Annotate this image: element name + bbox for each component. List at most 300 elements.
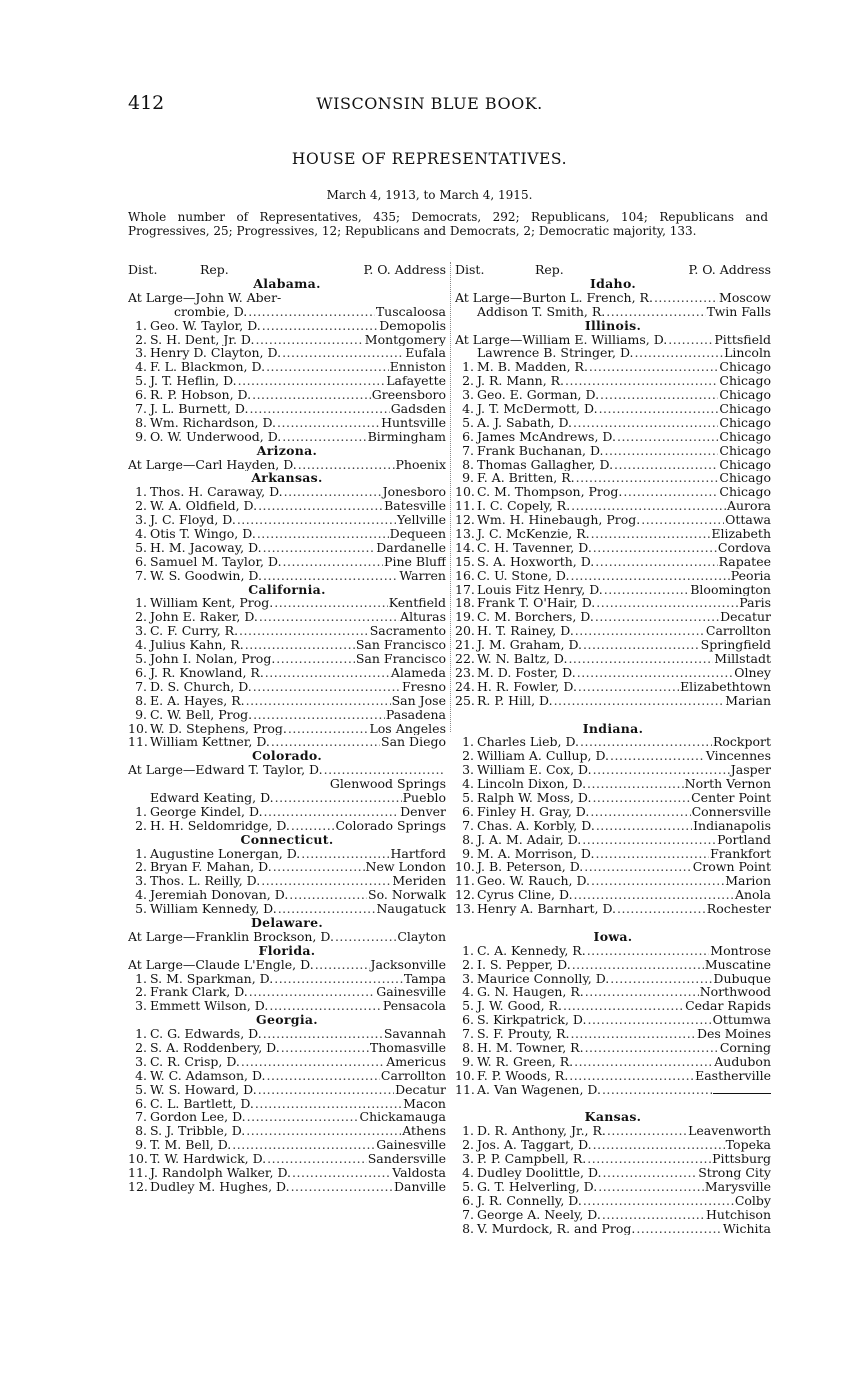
post-office-address: Elizabeth (711, 527, 771, 541)
representative-row (455, 638, 771, 652)
post-office-address: Montgomery (364, 332, 446, 347)
leader-dots (554, 694, 725, 708)
representative-name: P. P. Campbell, R. (477, 1152, 587, 1166)
post-office-address: Pine Bluff (384, 554, 446, 569)
page-number: 412 (128, 92, 165, 114)
leader-dots (605, 444, 719, 458)
representative-name: E. A. Hayes, R. (150, 693, 245, 708)
post-office-address: Alameda (390, 665, 446, 680)
left-column (128, 262, 446, 1194)
representative-name: M. D. Foster, D. (477, 665, 576, 680)
representative-name: William A. Cullup, D. (477, 749, 610, 764)
representative-name: C. U. Stone, D. (477, 568, 570, 583)
post-office-address: Fresno (401, 679, 446, 694)
representative-row (128, 555, 446, 569)
representative-row (128, 763, 446, 777)
post-office-address: Millstadt (714, 652, 771, 666)
representative-name: Lincoln Dixon, D. (477, 777, 587, 791)
post-office-address: Chicago (719, 415, 771, 430)
post-office-address: Marian (725, 693, 771, 708)
leader-dots (591, 527, 711, 541)
district-number: 4. (135, 527, 147, 541)
representative-name: C. M. Thompson, Prog. (477, 485, 623, 500)
post-office-address: Los Angeles (369, 721, 446, 736)
representative-name: C. F. Curry, R. (150, 624, 239, 639)
representative-row (128, 1166, 446, 1180)
post-office-address: Birmingham (367, 429, 446, 444)
district-number: 9. (135, 707, 147, 722)
leader-dots (577, 666, 734, 680)
leader-dots (238, 374, 386, 388)
district-number: 7. (462, 818, 474, 833)
post-office-address: Chicago (719, 457, 771, 472)
representative-name: R. P. Hill, D. (477, 693, 553, 708)
representative-name: H. T. Rainey, D. (477, 624, 574, 639)
district-number: 10. (455, 1068, 475, 1083)
district-number: 8. (135, 415, 147, 430)
district-number: 2. (462, 374, 474, 389)
representative-name: S. A. Roddenbery, D. (150, 1040, 280, 1055)
leader-dots (245, 638, 355, 652)
post-office-address: Des Moines (697, 1027, 771, 1041)
district-number: 3. (462, 763, 474, 778)
post-office-address: Chicago (719, 360, 771, 375)
leader-dots (614, 458, 718, 472)
post-office-address: Pasadena (385, 707, 446, 722)
district-number: 2. (135, 860, 147, 875)
post-office-address: Pueblo (402, 790, 446, 805)
representative-name: W. C. Adamson, D. (150, 1068, 266, 1083)
leader-dots (592, 791, 690, 805)
rep-header: Rep. (200, 262, 229, 277)
representative-row (455, 1055, 771, 1069)
representative-row (455, 402, 771, 416)
district-number: 2. (462, 957, 474, 972)
leader-dots (606, 305, 705, 319)
representative-name: James McAndrews, D. (477, 429, 616, 444)
post-office-address: Gainesville (376, 1138, 446, 1153)
representative-name: J. C. Floyd, D. (150, 513, 236, 528)
representative-row (128, 958, 446, 972)
representative-name: J. T. Heflin, D. (150, 374, 237, 389)
district-number: 8. (462, 457, 474, 472)
column-divider (450, 262, 451, 732)
representative-name: O. W. Underwood, D. (150, 429, 282, 444)
district-number: 1. (135, 318, 147, 333)
post-office-address: Montrose (710, 943, 771, 958)
leader-dots (565, 374, 718, 388)
district-number: 7. (462, 1027, 474, 1041)
district-number: 12. (455, 888, 475, 903)
leader-dots (273, 860, 365, 874)
post-office-address: Demopolis (379, 318, 446, 333)
leader-dots (264, 805, 400, 819)
representative-row (128, 735, 446, 749)
post-office-address: Chicago (719, 485, 771, 500)
post-office-address: Ottawa (725, 513, 771, 528)
representative-name: J. Randolph Walker, D. (150, 1166, 292, 1180)
state-heading: Florida. (258, 942, 316, 958)
leader-dots (584, 860, 691, 874)
representative-name: T. M. Bell, D. (150, 1138, 232, 1153)
post-office-address: Jasper (730, 763, 771, 778)
representative-name: Finley H. Gray, D. (477, 804, 590, 819)
representative-row (455, 972, 771, 986)
district-number: 9. (462, 471, 474, 486)
representative-name: Ralph W. Moss, D. (477, 790, 592, 805)
leader-dots (573, 416, 718, 430)
representative-row (128, 513, 446, 527)
leader-dots (668, 333, 713, 347)
district-number: 7. (135, 568, 147, 583)
representative-name: Lawrence B. Stringer, D. (477, 346, 634, 361)
representative-name: J. T. McDermott, D. (477, 402, 598, 416)
district-number: 6. (462, 1013, 474, 1028)
representative-name: I. S. Pepper, D. (477, 957, 571, 972)
leader-dots (248, 305, 375, 319)
post-office-address: Pensacola (382, 999, 446, 1014)
district-number: 1. (135, 971, 147, 986)
representative-row (128, 1055, 446, 1069)
representative-name: C. R. Crisp, D. (150, 1054, 240, 1069)
district-number: 10. (128, 721, 148, 736)
representative-name: S. Kirkpatrick, D. (477, 1013, 587, 1028)
post-office-address: Hartford (390, 846, 446, 861)
representative-row (128, 569, 446, 583)
leader-dots (282, 430, 366, 444)
district-number: 5. (135, 902, 147, 916)
district-number: 2. (462, 1138, 474, 1153)
post-office-address: Muscatine (704, 957, 771, 972)
state-heading: Illinois. (584, 317, 642, 333)
representative-row (455, 1166, 771, 1180)
running-head: WISCONSIN BLUE BOOK. (316, 94, 543, 113)
post-office-address: Decatur (720, 610, 771, 625)
representative-row (128, 402, 446, 416)
post-office-address: Yellville (396, 513, 446, 528)
representative-name: S. H. Dent, Jr. D. (150, 332, 255, 347)
leader-dots (585, 985, 699, 999)
representative-name: Frank Clark, D. (150, 985, 248, 1000)
representative-row (455, 833, 771, 847)
post-office-address: Huntsville (381, 415, 446, 430)
representative-row (455, 763, 771, 777)
right-column (455, 262, 771, 1235)
representative-row (128, 499, 446, 513)
representative-row (455, 847, 771, 861)
dist-header: Dist. (455, 262, 485, 277)
representative-name: W. R. Green, R. (477, 1054, 574, 1069)
district-number: 6. (135, 665, 147, 680)
representative-row (455, 860, 771, 874)
representative-name: Henry D. Clayton, D. (150, 346, 282, 361)
representative-name: Addison T. Smith, R. (477, 304, 606, 319)
district-number: 3. (135, 999, 147, 1014)
representative-name: G. N. Haugen, R. (477, 985, 584, 1000)
post-office-address: Danville (394, 1179, 446, 1194)
leader-dots (590, 805, 690, 819)
representative-row (455, 430, 771, 444)
post-office-address: Athens (402, 1124, 446, 1139)
post-office-address: Gainesville (376, 985, 446, 1000)
post-office-address: Chicago (719, 471, 771, 486)
representative-name: Maurice Connolly, D. (477, 971, 610, 986)
at-large-label: At Large—Franklin Brockson, D. (128, 929, 334, 944)
district-number: 1. (135, 1027, 147, 1041)
post-office-address: Wichita (722, 1221, 771, 1236)
district-number: 14. (455, 540, 475, 555)
representative-row (128, 680, 446, 694)
leader-dots (583, 638, 700, 652)
representative-name: J. B. Peterson, D. (477, 860, 584, 875)
state-heading: Colorado. (252, 748, 322, 764)
representative-row (455, 569, 771, 583)
representative-name: G. T. Helverling, D. (477, 1179, 598, 1194)
post-office-address: Carrollton (705, 624, 771, 639)
district-number: 6. (462, 1193, 474, 1208)
representative-name: W. N. Baltz, D. (477, 652, 568, 666)
representative-row (128, 624, 446, 638)
district-number: 8. (462, 1221, 474, 1236)
district-number: 25. (455, 693, 475, 708)
representative-row (128, 1027, 446, 1041)
dist-header: Dist. (128, 262, 158, 277)
representative-row (128, 652, 446, 666)
leader-dots (593, 1138, 725, 1152)
leader-dots (301, 847, 389, 861)
representative-name: John I. Nolan, Prog. (150, 652, 276, 666)
representative-name: Bryan F. Mahan, D. (150, 860, 272, 875)
post-office-address: Glenwood Springs (329, 777, 446, 791)
district-number: 9. (462, 846, 474, 861)
district-number: 3. (135, 1054, 147, 1069)
leader-dots (289, 888, 367, 902)
leader-dots (574, 888, 734, 902)
right-state-list (455, 277, 771, 1235)
representative-name: crombie, D. (174, 304, 248, 319)
column-headers (455, 262, 771, 277)
representative-name: John E. Raker, D. (150, 610, 258, 625)
representative-row (455, 694, 771, 708)
representative-row (455, 652, 771, 666)
district-number: 8. (462, 832, 474, 847)
representative-row (455, 513, 771, 527)
post-office-address: Ottumwa (712, 1013, 771, 1028)
post-office-address: Tampa (403, 971, 446, 986)
representative-name: Samuel M. Taylor, D. (150, 554, 282, 569)
post-office-address: Chicago (719, 429, 771, 444)
district-number: 1. (135, 804, 147, 819)
post-office-address: Aurora (726, 499, 771, 514)
post-office-address: Dequeen (389, 527, 446, 541)
district-number: 6. (462, 804, 474, 819)
post-office-address: Frankfort (710, 846, 771, 861)
representative-row (128, 972, 446, 986)
representative-name: William E. Cox, D. (477, 763, 592, 778)
leader-dots (570, 569, 729, 583)
district-number: 4. (462, 1166, 474, 1180)
representative-name: Charles Lieb, D. (477, 735, 580, 750)
representative-row (128, 430, 446, 444)
post-office-address: Rockport (712, 735, 771, 750)
representative-row (455, 805, 771, 819)
district-number: 5. (462, 999, 474, 1014)
at-large-label: At Large—Claude L'Engle, D. (128, 957, 314, 972)
district-number: 19. (455, 610, 475, 625)
representative-row (128, 847, 446, 861)
representative-name: F. P. Woods, R. (477, 1068, 569, 1083)
representative-row (128, 777, 446, 791)
district-number: 3. (462, 388, 474, 403)
representative-name: Frank Buchanan, D. (477, 443, 604, 458)
district-number: 11. (128, 1166, 148, 1180)
representative-name: C. A. Kennedy, R. (477, 943, 586, 958)
post-office-address: Center Point (691, 790, 771, 805)
representative-row (128, 333, 446, 347)
leader-dots (237, 513, 396, 527)
leader-dots (598, 1180, 704, 1194)
post-office-address: Crown Point (692, 860, 771, 875)
leader-dots (288, 722, 369, 736)
district-number: 11. (455, 874, 475, 889)
post-office-address: Topeka (725, 1138, 771, 1153)
leader-dots (610, 749, 705, 763)
post-office-address: Lafayette (386, 374, 446, 389)
district-number: 21. (455, 638, 475, 653)
post-office-address: Clayton (397, 929, 446, 944)
leader-dots (587, 1013, 711, 1027)
representative-name: Thomas Gallagher, D. (477, 457, 614, 472)
representative-name: D. R. Anthony, Jr., R. (477, 1124, 606, 1139)
post-office-address: Colby (734, 1193, 771, 1208)
post-office-address: Jonesboro (382, 485, 446, 500)
representative-row (455, 596, 771, 610)
leader-dots (587, 944, 710, 958)
post-office-address: Valdosta (392, 1166, 446, 1180)
post-office-address: Portland (717, 832, 771, 847)
representative-name: Augustine Lonergan, D. (150, 846, 301, 861)
representative-name: I. C. Copely, R. (477, 499, 571, 514)
post-office-address: San Diego (381, 735, 446, 750)
representative-name: J. R. Mann, R. (477, 374, 565, 389)
leader-dots (263, 569, 398, 583)
district-number: 7. (462, 1207, 474, 1222)
representative-row (455, 1083, 771, 1097)
representative-name: Wm. H. Hinebaugh, Prog. (477, 513, 641, 528)
representative-name: Gordon Lee, D. (150, 1110, 246, 1125)
page-title: HOUSE OF REPRESENTATIVES. (291, 150, 568, 168)
post-office-address: Chickamauga (359, 1110, 446, 1125)
at-large-label: At Large—William E. Williams, D. (455, 332, 668, 347)
representative-row (128, 485, 446, 499)
district-number: 3. (135, 624, 147, 639)
state-heading: Delaware. (250, 914, 324, 930)
post-office-address: Kentfield (388, 596, 446, 611)
representative-name: W. S. Goodwin, D. (150, 568, 262, 583)
district-number: 24. (455, 679, 475, 694)
leader-dots (247, 1110, 359, 1124)
representative-name: William Kent, Prog. (150, 596, 274, 611)
representative-row (455, 444, 771, 458)
leader-dots (589, 360, 718, 374)
representative-name: S. F. Prouty, R. (477, 1027, 570, 1041)
representative-name: W. A. Oldfield, D. (150, 499, 258, 514)
representative-row (128, 666, 446, 680)
leader-dots (269, 999, 381, 1013)
representative-row (128, 985, 446, 999)
representative-row (128, 1138, 446, 1152)
leader-dots (283, 555, 384, 569)
representative-row (455, 610, 771, 624)
district-number: 23. (455, 665, 475, 680)
district-number: 16. (455, 568, 475, 583)
representative-name: J. M. Graham, D. (477, 638, 582, 653)
post-office-address: Enniston (389, 360, 446, 375)
representative-row (455, 791, 771, 805)
representative-row (455, 1152, 771, 1166)
leader-dots (582, 833, 716, 847)
post-office-address: Dardanelle (376, 540, 446, 555)
post-office-address: Americus (386, 1054, 446, 1069)
membership-summary: Whole number of Representatives, 435; Democrats, 292; Republicans, 104; Republicans and Progressives, 25; Progressives, 12; Republicans and Democrats, 2; Democratic majority, 133. (128, 210, 768, 238)
representative-name: F. A. Britten, R. (477, 471, 575, 486)
representative-row (128, 902, 446, 916)
state-heading: Arizona. (256, 442, 318, 458)
leader-dots (595, 847, 709, 861)
representative-row (455, 527, 771, 541)
district-number: 2. (135, 499, 147, 514)
post-office-address: Vincennes (705, 749, 771, 764)
leader-dots (255, 333, 363, 347)
district-number: 1. (135, 596, 147, 611)
district-number: 9. (135, 1138, 147, 1153)
state-heading: Indiana. (582, 720, 644, 736)
post-office-address: Anola (734, 888, 771, 903)
representative-name: F. L. Blackmon, D. (150, 360, 266, 375)
district-number: 4. (135, 638, 147, 653)
leader-dots (249, 985, 375, 999)
district-number: 3. (135, 513, 147, 528)
leader-dots (596, 819, 692, 833)
district-number: 2. (135, 1040, 147, 1055)
representative-row (455, 333, 771, 347)
leader-dots (263, 1027, 383, 1041)
representative-row (455, 1124, 771, 1138)
post-office-address: Chicago (719, 374, 771, 389)
leader-dots (583, 1194, 734, 1208)
representative-name: S. J. Tribble, D. (150, 1124, 246, 1139)
post-office-address: Marion (725, 874, 771, 889)
representative-row (455, 999, 771, 1013)
representative-row (128, 1180, 446, 1194)
post-office-address: Indianapolis (693, 818, 771, 833)
representative-name: J. L. Burnett, D. (150, 402, 249, 416)
representative-row (455, 485, 771, 499)
leader-dots (593, 541, 717, 555)
district-number: 9. (462, 1054, 474, 1069)
district-number: 4. (135, 888, 147, 903)
post-office-address: Meriden (392, 874, 446, 889)
post-office-address: Marysville (704, 1179, 771, 1194)
post-office-address: Cordova (717, 540, 771, 555)
leader-dots (607, 1124, 687, 1138)
representative-name: R. P. Hobson, D. (150, 388, 252, 403)
district-number: 6. (135, 554, 147, 569)
leader-dots (623, 485, 718, 499)
representative-row (455, 541, 771, 555)
representative-row (455, 305, 771, 319)
district-number: 5. (135, 540, 147, 555)
